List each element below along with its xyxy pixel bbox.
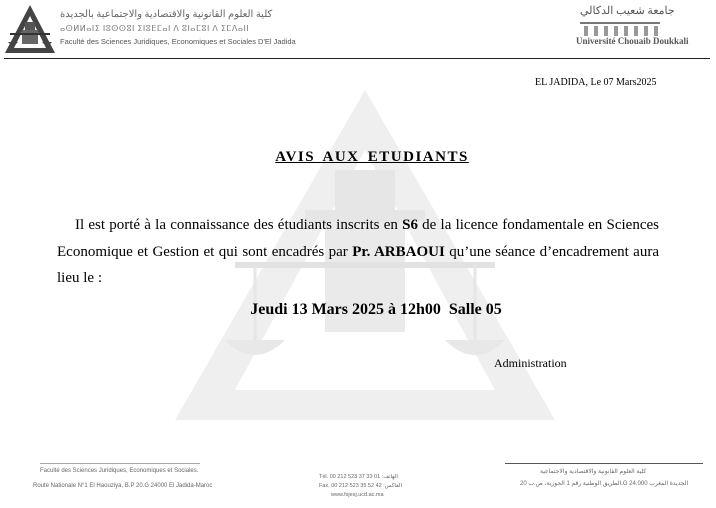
- university-name-french: Université Chouaib Doukkali: [576, 36, 689, 46]
- faculty-logo: [4, 4, 56, 54]
- footer-phone: Tél. 00 212 523 37 33 01 :الهاتف: [319, 474, 398, 480]
- footer-divider-right: [505, 463, 703, 464]
- semester-label: S6: [402, 217, 418, 233]
- event-date-room: Jeudi 13 Mars 2025 à 12h00 Salle 05: [250, 301, 502, 318]
- footer-website: www.fsjesj.ucd.ac.ma: [331, 492, 384, 498]
- professor-name: Pr. ARBAOUI: [352, 243, 445, 260]
- header-divider: [4, 58, 710, 59]
- faculty-name-arabic: كلية العلوم القانونية والاقتصادية والاجتماعية بالجديدة: [60, 9, 273, 20]
- footer-address-arabic: الطريق الوطنية رقم 1 الحوزية، ص.ب 20.G 24.000 الجديدة المغرب: [520, 481, 689, 487]
- faculty-name-french: Faculté des Sciences Juridiques, Economiques et Sociales D'El Jadida: [60, 37, 296, 46]
- university-name-arabic: جامعة شعيب الدكالي: [580, 5, 675, 17]
- footer-divider-left: [40, 463, 200, 464]
- notice-body: [57, 212, 659, 292]
- footer-fax: Fax. 00 212 523 35 52 42 :الفاكس: [319, 483, 403, 489]
- notice-title: AVIS AUX ETUDIANTS: [275, 149, 469, 165]
- footer-address-french: Route Nationale N°1 El Haouziya, B.P 20.G 24000 El Jadida-Maroc: [33, 483, 213, 489]
- body-text-part2: de la licence fondamentale en Sciences Economique et Gestion et qui sont encadrés par: [57, 217, 659, 260]
- footer-faculty-name: Faculté des Sciences Juridiques, Economiques et Sociales.: [40, 468, 199, 474]
- date-line: EL JADIDA, Le 07 Mars2025: [535, 77, 657, 88]
- body-text-part1: Il est porté à la connaissance des étudiants inscrits en: [75, 217, 403, 233]
- body-text-part3: qu’une séance d’encadrement aura lieu le :: [57, 243, 659, 286]
- signature-administration: Administration: [494, 356, 567, 370]
- faculty-name-amazigh: ⴰⵙⵍⵍⴰⵏⵉ ⵏⵓⵙⵙⵓⵏ ⵉⵏⵓⴹⵎⴰⵏ ⴷ ⵓⵏⴰⵎⵓⵏ ⴷ ⵉⵎⴷⴰⵏⵏ: [60, 24, 250, 33]
- footer-faculty-name-arabic: كلية العلوم القانونية والاقتصادية والاجتماعية: [540, 469, 647, 475]
